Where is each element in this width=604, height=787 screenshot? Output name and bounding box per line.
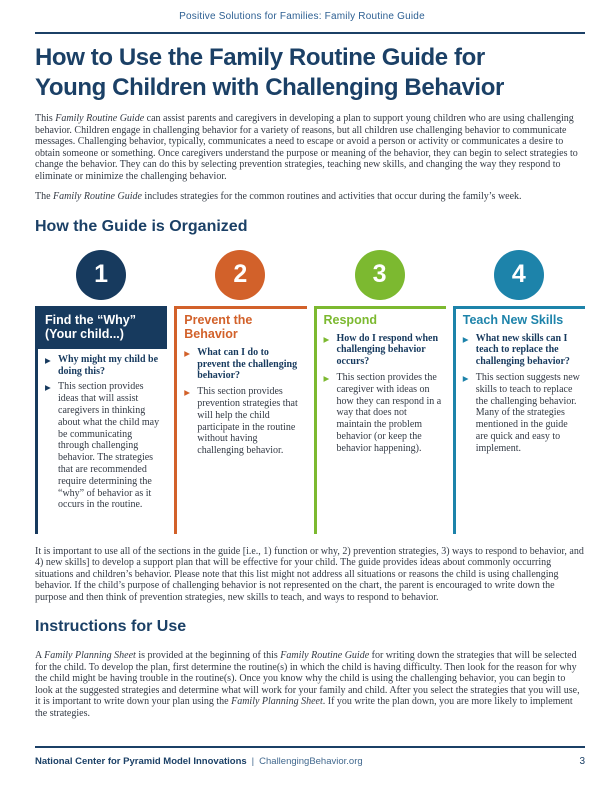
- page-content: [35, 40, 585, 728]
- footer-row: [35, 756, 585, 767]
- bullet-triangle-icon: ▶: [323, 334, 330, 344]
- bullet-item: [463, 372, 582, 455]
- guide-column-4: [453, 250, 585, 534]
- column-heading-1: Find the “Why” (Your child...): [35, 306, 167, 349]
- step-circle-3: [355, 250, 405, 300]
- bullet-item: [324, 333, 443, 368]
- step-number-2: 2: [233, 260, 248, 288]
- guide-column-1: [35, 250, 167, 534]
- bullet-item: [45, 354, 164, 378]
- bullet-triangle-icon: ▶: [45, 355, 51, 365]
- running-header: Positive Solutions for Families: Family Routine Guide: [179, 11, 425, 22]
- instructions-paragraph: A Family Planning Sheet is provided at the beginning of this Family Routine Guide for writing down the strategies that will be selected for the child. To develop the plan, first determine the routine(s) in which the child is having difficulty. Then look for the reason for why the child might be having trouble in the routine(s). Once you know why the child is using the challenging behavior, you can begin to look at the suggested strategies and determine what will work for your family and child. After you select the strategies that you will use, it is important to write down your plan using the Family Planning Sheet. If you write the plan down, you are more likely to implement the strategies.: [35, 650, 580, 719]
- bullet-item: [463, 333, 582, 368]
- bullet-body-text: This section suggests new skills to teach to replace the challenging behavior. Many of the strategies mentioned in the guide are quick and easy to implement.: [475, 372, 580, 454]
- bullet-question-text: How do I respond when challenging behavior occurs?: [336, 332, 439, 368]
- guide-column-4-box: [453, 306, 585, 534]
- header-rule: [35, 32, 585, 34]
- page-title: [35, 43, 585, 103]
- bullet-triangle-icon: ▶: [323, 374, 330, 384]
- bullet-body-text: This section provides ideas that will assist caregivers in thinking about what the child may be communicating through challenging behavior. The strategies that are recommended require determining the “why” of behavior as it occurs in the routine.: [58, 381, 160, 511]
- guide-column-1-box: [35, 306, 167, 534]
- bullet-item: [184, 347, 303, 382]
- bullet-body-text: This section provides prevention strategies that will help the child participate in the routine without having challenging behavior.: [197, 386, 298, 457]
- guide-column-2: [174, 250, 306, 534]
- intro-paragraph-2: The Family Routine Guide includes strategies for the common routines and activities that occur during the family’s week.: [35, 191, 522, 202]
- column-heading-3: Respond: [323, 312, 377, 327]
- column-4-bullets: [456, 333, 585, 455]
- bullet-triangle-icon: ▶: [462, 374, 469, 384]
- bullet-body-text: This section provides the caregiver with ideas on how they can respond in a way that does not maintain the problem behavior (or keep the behavior happening).: [336, 372, 442, 454]
- footer-website-link[interactable]: ChallengingBehavior.org: [259, 756, 363, 767]
- bullet-triangle-icon: ▶: [184, 388, 191, 398]
- bullet-question-text: Why might my child be doing this?: [58, 353, 159, 377]
- column-2-bullets: [177, 347, 306, 457]
- section-heading-organized: How the Guide is Organized: [35, 217, 248, 235]
- bullet-item: [184, 386, 303, 457]
- step-circle-1: [76, 250, 126, 300]
- guide-column-3: [314, 250, 446, 534]
- page-title-line-1: How to Use the Family Routine Guide for: [35, 44, 485, 71]
- page-title-line-2: Young Children with Challenging Behavior: [35, 74, 504, 101]
- bullet-triangle-icon: ▶: [45, 383, 51, 393]
- guide-column-3-box: [314, 306, 446, 534]
- step-circle-4: [494, 250, 544, 300]
- bullet-question-text: What new skills can I teach to replace the challenging behavior?: [475, 332, 570, 368]
- bullet-item: [45, 381, 164, 511]
- footer-organization: National Center for Pyramid Model Innovations: [35, 756, 247, 767]
- guide-columns: [35, 250, 585, 534]
- guide-column-2-box: [174, 306, 306, 534]
- column-heading-4: Teach New Skills: [462, 312, 564, 327]
- page-number: 3: [579, 756, 585, 767]
- step-number-4: 4: [511, 260, 526, 288]
- intro-paragraph-1: This Family Routine Guide can assist parents and caregivers in developing a plan to support young children who are using challenging behavior. Children engage in challenging behavior for a variety of reasons, but all children use challenging behavior to communicate messages. Challenging behavior, typically, communicates a need to escape or avoid a person or activity or communicates a desire to obtain someone or something. Once caregivers understand the purpose or meaning of the behavior, they can begin to select strategies to change the behavior. They can do this by selecting prevention strategies, teaching new skills, and changing the way they respond to eliminate or minimize the challenging behavior.: [35, 113, 578, 182]
- section-heading-instructions: Instructions for Use: [35, 618, 187, 635]
- column-1-bullets: [38, 354, 167, 511]
- footer-separator: |: [251, 756, 255, 767]
- bullet-triangle-icon: ▶: [462, 334, 469, 344]
- step-number-3: 3: [372, 260, 387, 288]
- bullet-triangle-icon: ▶: [184, 348, 191, 358]
- step-circle-2: [215, 250, 265, 300]
- step-number-1: 1: [94, 260, 109, 288]
- column-heading-2: Prevent the Behavior: [184, 312, 253, 341]
- bullet-item: [324, 372, 443, 455]
- usage-paragraph: It is important to use all of the sections in the guide [i.e., 1) function or why, 2) prevention strategies, 3) ways to respond to behavior, and 4) new skills] to develop a support plan that will be effective for your child. The guide provides ideas about commonly occurring situations and children’s behavior. Please note that this list might not address all situations or reasons the child is using challenging behavior. If the child’s purpose of challenging behavior is not represented on the chart, the parent is encouraged to write down the purpose and then think of prevention strategies, new skills to teach, and ways to respond to behavior.: [35, 545, 584, 603]
- bullet-question-text: What can I do to prevent the challenging behavior?: [197, 346, 298, 382]
- page-footer: [35, 746, 585, 767]
- footer-rule: [35, 746, 585, 748]
- column-3-bullets: [317, 333, 446, 455]
